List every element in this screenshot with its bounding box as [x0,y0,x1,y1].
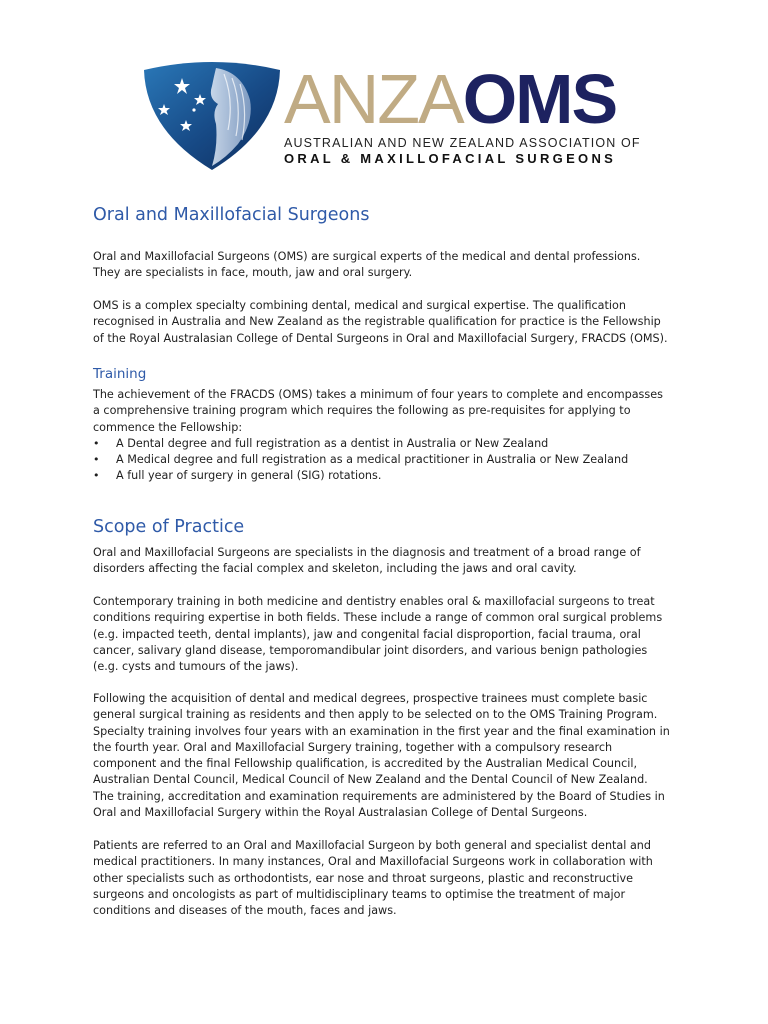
text-line: Specialty training involves four years with an examination in the first year and the final examination in [93,724,670,738]
shield-emblem-icon [142,60,282,172]
brand-wordmark [284,60,617,138]
text-line: conditions and diseases of the mouth, faces and jaws. [93,904,397,918]
list-item [93,452,678,468]
text-line: Patients are referred to an Oral and Maxillofacial Surgeon by both general and specialist dental and [93,839,651,852]
scope-paragraph-1 [93,545,678,578]
intro-paragraph-1 [93,249,678,282]
text-line: conditions requiring expertise in both fields. These include a range of common oral surgical problems [93,611,663,625]
text-line: surgeons and oncologists as part of multidisciplinary teams to optimise the treatment of major [93,887,626,901]
text-line: disorders affecting the facial complex and skeleton, including the jaws and oral cavity. [93,562,577,576]
text-line: a comprehensive training program which requires the following as pre-requisites for applying to [93,404,631,418]
intro-paragraph-2 [93,298,678,347]
scope-paragraph-3 [93,691,678,821]
text-line: commence the Fellowship: [93,420,243,434]
text-line: other specialists such as orthodontists, ear nose and throat surgeons, plastic and reconstructive [93,871,633,885]
list-item [93,468,678,484]
text-line: (e.g. cysts and tumours of the jaws). [93,660,299,674]
list-item-text: A Dental degree and full registration as a dentist in Australia or New Zealand [116,436,549,450]
bullet-icon: • [93,469,100,483]
bullet-icon: • [93,453,100,467]
text-line: general surgical training as residents and then apply to be selected on to the OMS Training Program. [93,708,658,722]
text-line: OMS is a complex specialty combining dental, medical and surgical expertise. The qualification [93,299,626,312]
bullet-icon: • [93,436,100,450]
logo-subtitle-line1: AUSTRALIAN AND NEW ZEALAND ASSOCIATION OF [284,136,641,150]
training-heading: Training [93,366,147,382]
text-line: Oral and Maxillofacial Surgery within the Royal Australasian College of Dental Surgeons. [93,806,588,820]
page-title: Oral and Maxillofacial Surgeons [93,205,370,225]
text-line: Australian Dental Council, Medical Council of New Zealand and the Dental Council of New Zealand. [93,773,648,787]
text-line: The achievement of the FRACDS (OMS) takes a minimum of four years to complete and encompasses [93,388,663,401]
text-line: Oral and Maxillofacial Surgeons (OMS) are surgical experts of the medical and dental professions. [93,250,641,263]
prerequisite-list [93,436,678,485]
scope-heading: Scope of Practice [93,517,245,537]
anzaoms-logo [142,58,641,174]
text-line: Following the acquisition of dental and medical degrees, prospective trainees must complete basic [93,692,648,705]
text-line: Oral and Maxillofacial Surgeons are specialists in the diagnosis and treatment of a broad range of [93,546,641,559]
list-item [93,436,678,452]
logo-subtitle-line2: ORAL & MAXILLOFACIAL SURGEONS [284,151,617,166]
text-line: component and the final Fellowship qualification, is accredited by the Australian Medical Council, [93,757,638,771]
training-text [93,387,678,485]
text-line: recognised in Australia and New Zealand as the registrable qualification for practice is the Fellowship [93,315,661,329]
text-line: Contemporary training in both medicine and dentistry enables oral & maxillofacial surgeons to treat [93,595,655,608]
text-line: (e.g. impacted teeth, dental implants), jaw and congenital facial disproportion, facial trauma, oral [93,627,641,641]
scope-paragraph-4 [93,838,678,919]
brand-oms: OMS [462,60,617,138]
scope-paragraph-2 [93,594,678,675]
text-line: of the Royal Australasian College of Dental Surgeons in Oral and Maxillofacial Surgery, FRACDS (OMS). [93,331,668,345]
text-line: the fourth year. Oral and Maxillofacial Surgery training, together with a compulsory research [93,740,613,754]
brand-anza: ANZA [284,60,463,138]
text-line: They are specialists in face, mouth, jaw and oral surgery. [93,266,413,280]
text-line: medical practitioners. In many instances, Oral and Maxillofacial Surgeons work in collaboration with [93,855,653,869]
list-item-text: A full year of surgery in general (SIG) rotations. [116,469,382,483]
list-item-text: A Medical degree and full registration as a medical practitioner in Australia or New Zealand [116,453,629,467]
text-line: The training, accreditation and examination requirements are administered by the Board of Studies in [93,789,665,803]
text-line: cancer, salivary gland disease, temporomandibular joint disorders, and various benign pathologies [93,643,648,657]
